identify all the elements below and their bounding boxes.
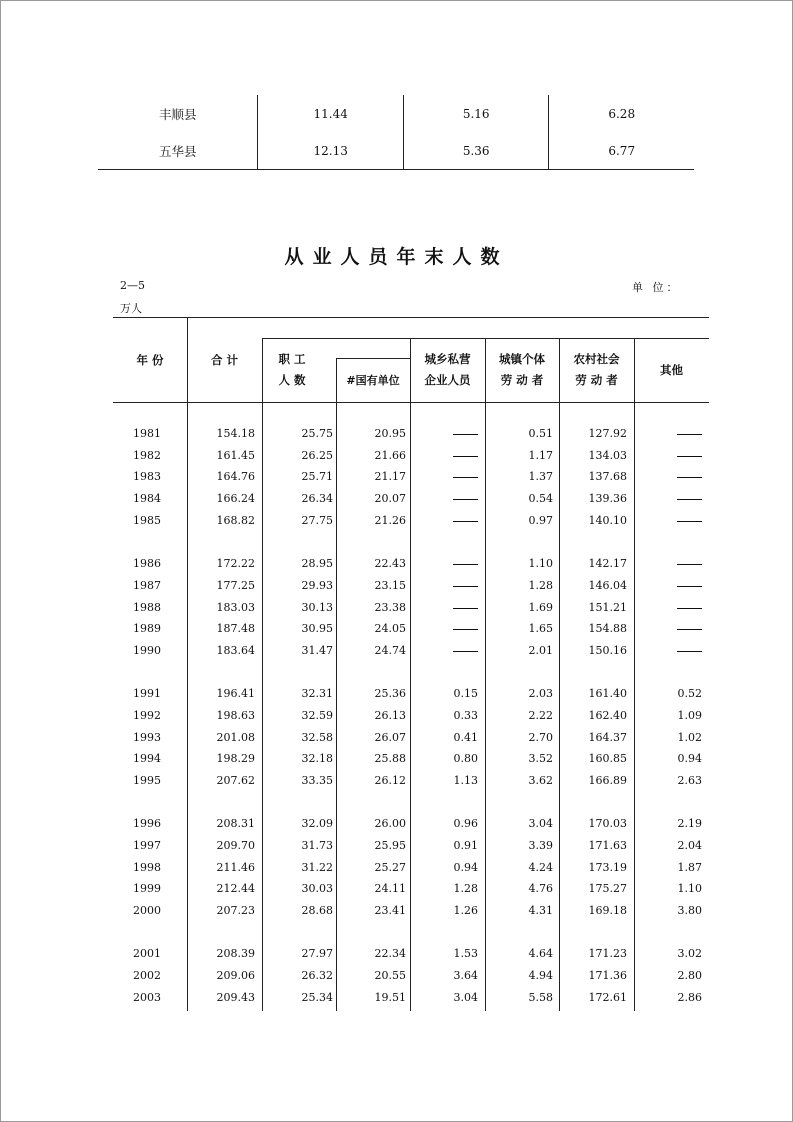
table-cell: 6.77 [549, 132, 694, 170]
staff-cell: 28.95 [301, 557, 333, 571]
private-cell: 3.04 [453, 990, 478, 1004]
staff-cell: 26.34 [301, 492, 333, 506]
table-row [113, 619, 713, 639]
staff-cell: 27.97 [301, 947, 333, 961]
year-cell: 1986 [133, 557, 161, 571]
empty-dash [677, 629, 702, 630]
unit-label: 单 位： [632, 281, 681, 294]
rural-cell: 162.40 [588, 708, 627, 722]
table-row [113, 944, 713, 964]
total-cell: 183.03 [216, 600, 255, 614]
rural-cell: 166.89 [588, 774, 627, 787]
state-cell: 25.88 [374, 752, 406, 766]
empty-dash [677, 608, 702, 609]
other-cell: 1.09 [677, 708, 702, 722]
total-cell: 161.45 [216, 448, 255, 462]
staff-cell: 32.31 [301, 687, 333, 701]
table-cell: 5.36 [403, 132, 549, 170]
state-cell: 22.34 [374, 947, 406, 961]
staff-cell: 32.09 [301, 817, 333, 831]
year-cell: 1996 [133, 817, 161, 831]
header-private-line2: 企业人员 [424, 373, 471, 387]
staff-cell: 26.32 [301, 969, 333, 983]
total-cell: 207.62 [216, 774, 255, 787]
header-rural-line2: 劳 动 者 [575, 373, 618, 387]
year-cell: 1989 [133, 622, 161, 636]
year-cell: 1982 [133, 448, 161, 462]
table-row [113, 901, 713, 921]
rural-cell: 154.88 [588, 622, 627, 636]
header-private [410, 349, 485, 391]
private-cell: 0.15 [453, 687, 478, 701]
state-cell: 24.11 [374, 882, 406, 896]
individual-cell: 4.76 [528, 882, 553, 896]
total-cell: 198.29 [216, 752, 255, 766]
total-cell: 209.43 [216, 990, 255, 1004]
total-cell: 209.06 [216, 969, 255, 983]
table-row [113, 511, 713, 531]
top-continuation-table [98, 95, 694, 170]
total-cell: 208.39 [216, 947, 255, 961]
staff-cell: 32.58 [301, 730, 333, 744]
table-row [113, 966, 713, 986]
individual-cell: 2.01 [528, 643, 553, 657]
staff-cell: 32.59 [301, 708, 333, 722]
header-indiv-line2: 劳 动 者 [500, 373, 544, 387]
rural-cell: 146.04 [588, 578, 627, 592]
private-cell: 0.91 [453, 839, 478, 852]
rural-cell: 137.68 [588, 470, 627, 484]
total-cell: 183.64 [216, 643, 255, 657]
state-subheader-rule [336, 358, 410, 359]
rural-cell: 134.03 [588, 448, 627, 462]
header-private-line1: 城乡私营 [424, 352, 471, 366]
total-cell: 211.46 [216, 860, 255, 874]
individual-cell: 0.51 [528, 427, 553, 440]
staff-cell: 25.34 [301, 990, 333, 1004]
year-cell: 1981 [133, 427, 161, 440]
state-cell: 24.74 [374, 643, 406, 657]
state-cell: 21.26 [374, 513, 406, 527]
header-rural [559, 349, 634, 391]
other-cell: 0.94 [677, 752, 702, 766]
table-row [113, 446, 713, 466]
staff-cell: 31.22 [301, 860, 333, 874]
table-cell: 5.16 [403, 95, 549, 132]
county-name: 丰顺县 [158, 106, 197, 122]
state-cell: 26.13 [374, 708, 406, 722]
private-cell: 1.28 [453, 882, 478, 896]
table-cell: 11.44 [258, 95, 404, 132]
table-row [113, 641, 713, 661]
year-cell: 1990 [133, 643, 161, 657]
table-row [113, 879, 713, 899]
rural-cell: 170.03 [588, 817, 627, 831]
other-cell: 3.80 [677, 904, 702, 918]
total-cell: 212.44 [216, 882, 255, 896]
table-cell: 6.28 [549, 95, 694, 132]
state-cell: 20.95 [374, 427, 406, 440]
other-cell: 2.19 [677, 817, 702, 831]
other-cell: 3.02 [677, 947, 702, 961]
table-row [113, 771, 713, 791]
other-cell: 0.52 [677, 687, 702, 701]
staff-group-top-rule [262, 338, 410, 339]
staff-cell: 27.75 [301, 513, 333, 527]
year-cell: 1999 [133, 882, 161, 896]
empty-dash [677, 456, 702, 457]
staff-cell: 30.95 [301, 622, 333, 636]
table-row [98, 95, 694, 132]
rural-cell: 172.61 [588, 990, 627, 1004]
header-state: #国有单位 [346, 374, 400, 387]
state-cell: 21.66 [374, 448, 406, 462]
table-row [113, 489, 713, 509]
header-bottom-rule [113, 402, 709, 403]
table-row [113, 858, 713, 878]
table-row [113, 576, 713, 596]
staff-cell: 31.47 [301, 643, 333, 657]
table-row [113, 836, 713, 856]
private-cell: 1.53 [453, 947, 478, 961]
rural-cell: 127.92 [588, 427, 627, 440]
year-cell: 1985 [133, 513, 161, 527]
private-cell: 0.33 [453, 708, 478, 722]
private-cell: 1.26 [453, 904, 478, 918]
other-cell: 2.80 [677, 969, 702, 983]
empty-dash [677, 477, 702, 478]
header-indiv-line1: 城镇个体 [499, 352, 545, 366]
other-cell: 1.87 [677, 860, 702, 874]
rural-cell: 173.19 [588, 860, 627, 874]
header-other: 其他 [660, 363, 683, 377]
unit-value: 万人 [120, 302, 142, 315]
empty-dash [677, 651, 702, 652]
staff-cell: 26.25 [301, 448, 333, 462]
table-row [113, 554, 713, 574]
total-cell: 207.23 [216, 904, 255, 918]
rural-cell: 160.85 [588, 752, 627, 766]
staff-cell: 31.73 [301, 839, 333, 852]
private-cell: 0.94 [453, 860, 478, 874]
year-cell: 1994 [133, 752, 161, 766]
empty-dash [677, 586, 702, 587]
year-cell: 1998 [133, 860, 161, 874]
year-cell: 1983 [133, 470, 161, 484]
private-cell: 3.64 [453, 969, 478, 983]
individual-cell: 1.65 [528, 622, 553, 636]
year-cell: 2001 [133, 947, 161, 961]
state-cell: 23.15 [374, 578, 406, 592]
table-row [113, 728, 713, 748]
state-cell: 23.38 [374, 600, 406, 614]
private-cell: 1.13 [453, 774, 478, 787]
state-cell: 21.17 [374, 470, 406, 484]
header-staff [262, 349, 322, 391]
header-total: 合 计 [210, 353, 238, 367]
rural-cell: 140.10 [588, 513, 627, 527]
header-rural-line1: 农村社会 [573, 352, 620, 366]
table-row [98, 132, 694, 170]
year-cell: 1992 [133, 708, 161, 722]
private-cell: 0.80 [453, 752, 478, 766]
year-cell: 1984 [133, 492, 161, 506]
table-code: 2—5 [120, 279, 145, 292]
individual-cell: 5.58 [528, 990, 553, 1004]
other-cell: 2.04 [677, 839, 702, 852]
state-cell: 26.07 [374, 730, 406, 744]
staff-cell: 30.03 [301, 882, 333, 896]
header-individual [485, 349, 559, 391]
rural-cell: 150.16 [588, 643, 627, 657]
total-cell: 154.18 [216, 427, 255, 440]
header-staff-line1: 职 工 [278, 352, 306, 366]
individual-cell: 4.64 [528, 947, 553, 961]
individual-cell: 1.69 [528, 600, 553, 614]
rural-cell: 171.36 [588, 969, 627, 983]
table-cell: 12.13 [258, 132, 404, 170]
empty-dash [677, 499, 702, 500]
page-title: 从业人员年末人数 [284, 246, 509, 268]
individual-cell: 2.03 [528, 687, 553, 701]
individual-cell: 0.54 [528, 492, 553, 506]
individual-cell: 3.04 [528, 817, 553, 831]
individual-cell: 2.22 [528, 708, 553, 722]
year-cell: 1987 [133, 578, 161, 592]
header-year: 年 份 [136, 353, 164, 367]
state-cell: 20.07 [374, 492, 406, 506]
staff-cell: 25.71 [301, 470, 333, 484]
table-row [113, 749, 713, 769]
state-cell: 25.36 [374, 687, 406, 701]
individual-cell: 1.28 [528, 578, 553, 592]
year-cell: 2002 [133, 969, 161, 983]
individual-cell: 1.10 [528, 557, 553, 571]
other-cell: 1.02 [677, 730, 702, 744]
total-cell: 208.31 [216, 817, 255, 831]
table-row [113, 424, 713, 444]
total-cell: 166.24 [216, 492, 255, 506]
rural-cell: 171.23 [588, 947, 627, 961]
staff-cell: 28.68 [301, 904, 333, 918]
total-cell: 168.82 [216, 513, 255, 527]
individual-cell: 0.97 [528, 513, 553, 527]
state-cell: 25.27 [374, 860, 406, 874]
rural-cell: 164.37 [588, 730, 627, 744]
state-cell: 26.12 [374, 774, 406, 787]
table-row [113, 598, 713, 618]
rural-cell: 151.21 [588, 600, 627, 614]
individual-cell: 1.37 [528, 470, 553, 484]
state-cell: 25.95 [374, 839, 406, 852]
total-cell: 209.70 [216, 839, 255, 852]
year-cell: 2000 [133, 904, 161, 918]
other-cell: 2.86 [677, 990, 702, 1004]
private-cell: 0.41 [453, 730, 478, 744]
year-cell: 1997 [133, 839, 161, 852]
rural-cell: 175.27 [588, 882, 627, 896]
individual-cell: 4.24 [528, 860, 553, 874]
table-row [113, 814, 713, 834]
table-row [113, 706, 713, 726]
empty-dash [677, 434, 702, 435]
rural-cell: 142.17 [588, 557, 627, 571]
staff-cell: 30.13 [301, 600, 333, 614]
state-cell: 22.43 [374, 557, 406, 571]
year-cell: 2003 [133, 990, 161, 1004]
header-staff-line2: 人 数 [278, 373, 306, 387]
state-cell: 23.41 [374, 904, 406, 918]
individual-cell: 3.39 [528, 839, 553, 852]
year-cell: 1991 [133, 687, 161, 701]
other-cell: 1.10 [677, 882, 702, 896]
individual-cell: 2.70 [528, 730, 553, 744]
year-cell: 1995 [133, 774, 161, 787]
total-cell: 164.76 [216, 470, 255, 484]
state-cell: 20.55 [374, 969, 406, 983]
individual-cell: 3.62 [528, 774, 553, 787]
year-cell: 1988 [133, 600, 161, 614]
year-cell: 1993 [133, 730, 161, 744]
individual-cell: 4.94 [528, 969, 553, 983]
rural-cell: 161.40 [588, 687, 627, 701]
total-cell: 187.48 [216, 622, 255, 636]
rural-cell: 169.18 [588, 904, 627, 918]
state-cell: 26.00 [374, 817, 406, 831]
rural-cell: 139.36 [588, 492, 627, 506]
individual-cell: 4.31 [528, 904, 553, 918]
individual-cell: 3.52 [528, 752, 553, 766]
total-cell: 201.08 [216, 730, 255, 744]
total-cell: 198.63 [216, 708, 255, 722]
staff-cell: 33.35 [301, 774, 333, 787]
table-row [113, 988, 713, 1008]
total-cell: 172.22 [216, 557, 255, 571]
staff-cell: 29.93 [301, 578, 333, 592]
total-cell: 177.25 [216, 578, 255, 592]
staff-cell: 32.18 [301, 752, 333, 766]
table-row [113, 684, 713, 704]
other-cell: 2.63 [677, 774, 702, 787]
table-top-rule [113, 317, 709, 318]
county-name: 五华县 [98, 132, 258, 170]
empty-dash [677, 564, 702, 565]
state-cell: 19.51 [374, 990, 406, 1004]
staff-cell: 25.75 [301, 427, 333, 440]
individual-cell: 1.17 [528, 448, 553, 462]
rural-cell: 171.63 [588, 839, 627, 852]
empty-dash [677, 521, 702, 522]
state-cell: 24.05 [374, 622, 406, 636]
table-row [113, 467, 713, 487]
private-cell: 0.96 [453, 817, 478, 831]
total-cell: 196.41 [216, 687, 255, 701]
